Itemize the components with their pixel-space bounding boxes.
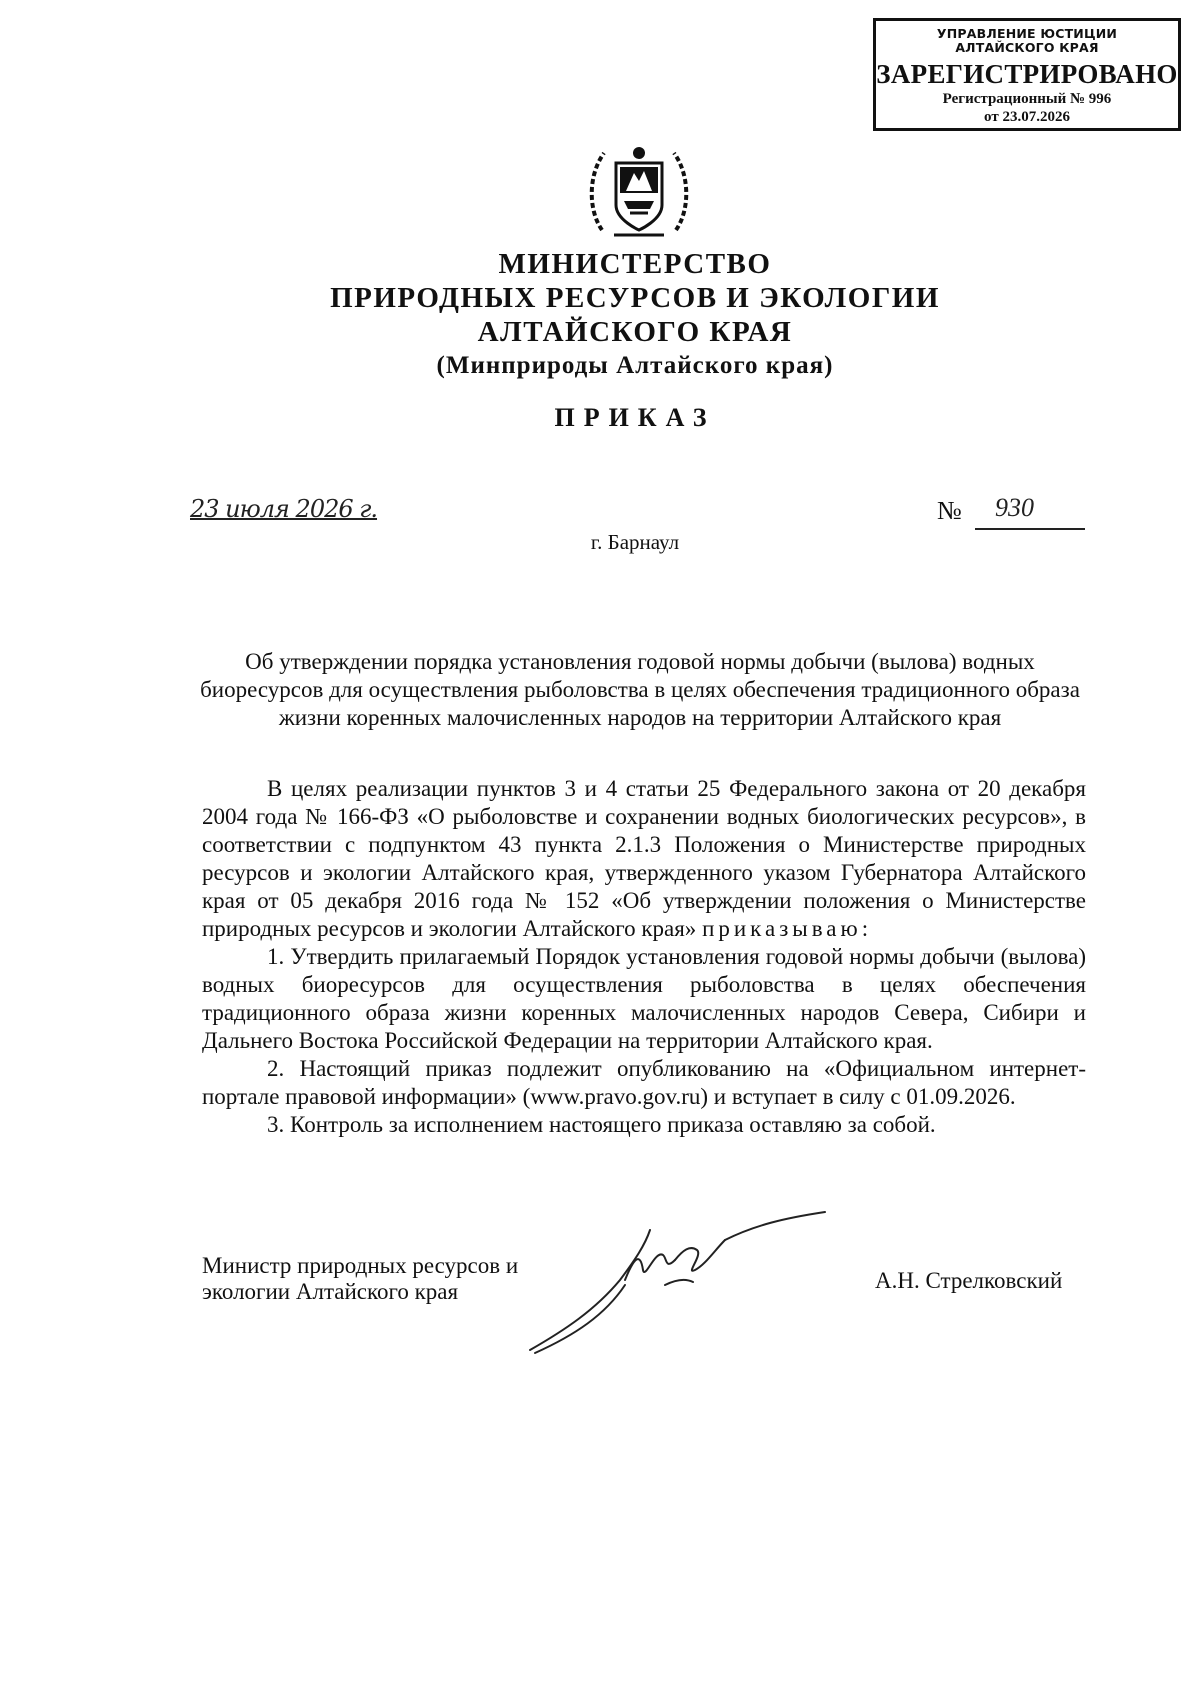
signatory-position [202, 1253, 518, 1305]
handwritten-number: 930 [995, 493, 1034, 522]
stamp-reg-number: Регистрационный № 996 [942, 91, 1112, 107]
document-body [202, 775, 1086, 1139]
order-item-3: 3. Контроль за исполнением настоящего приказа оставляю за собой. [267, 1112, 936, 1137]
signatory-name: А.Н. Стрелковский [875, 1268, 1063, 1293]
order-item-2: 2. Настоящий приказ подлежит опубликованию на «Официальном интернет-портале правовой информации» (www.pravo.gov.ru) и вступает в силу с 01.09.2026. [202, 1056, 1086, 1109]
ministry-short-name: (Минприроды Алтайского края) [436, 352, 834, 379]
stamp-status: ЗАРЕГИСТРИРОВАНО [876, 59, 1178, 89]
number-label: № [937, 496, 962, 525]
signatory-position-line1: Министр природных ресурсов и [202, 1253, 519, 1278]
order-item-1: 1. Утвердить прилагаемый Порядок установления годовой нормы добычи (вылова) водных биоресурсов для осуществления рыболовства в целях обеспечения традиционного образа жизни коренных малочисленных народов Севера, Сибири и Дальнего Востока Российской Федерации на территории Алтайского края. [202, 944, 1086, 1053]
ministry-name-line3: АЛТАЙСКОГО КРАЯ [477, 316, 793, 348]
city: г. Барнаул [590, 530, 680, 554]
stamp-reg-date: от 23.07.2026 [984, 109, 1070, 125]
signatory-position-line2: экологии Алтайского края [202, 1279, 459, 1304]
stamp-authority-line2: АЛТАЙСКОГО КРАЯ [955, 40, 1099, 55]
preamble-paragraph [202, 775, 1086, 943]
ministry-name-line2: ПРИРОДНЫХ РЕСУРСОВ И ЭКОЛОГИИ [330, 282, 940, 314]
registration-stamp [873, 18, 1181, 131]
ministry-name-line1: МИНИСТЕРСТВО [498, 248, 772, 280]
preamble-text: В целях реализации пунктов 3 и 4 статьи 25 Федерального закона от 20 декабря 2004 года № 166-ФЗ «О рыболовстве и сохранении водных биологических ресурсов», в соответствии с подпунктом 43 пункта 2.1.3 Положения о Министерстве природных ресурсов и экологии Алтайского края, утвержденного указом Губернатора Алтайского края от 05 декабря 2016 года № 152 «Об утверждении положения о Министерстве природных ресурсов и экологии Алтайского края» [202, 776, 1086, 941]
orders-word: приказываю: [702, 916, 873, 941]
coat-of-arms-icon [584, 135, 694, 245]
document-type: ПРИКАЗ [554, 403, 716, 432]
document-title: Об утверждении порядка установления годовой нормы добычи (вылова) водных биоресурсов для осуществления рыболовства в целях обеспечения традиционного образа жизни коренных малочисленных народов на территории Алтайского края [200, 649, 1080, 730]
handwritten-signature [525, 1210, 855, 1360]
handwritten-date: 23 июля 2026 г. [190, 495, 378, 523]
stamp-authority-line1: УПРАВЛЕНИЕ ЮСТИЦИИ [936, 26, 1118, 41]
